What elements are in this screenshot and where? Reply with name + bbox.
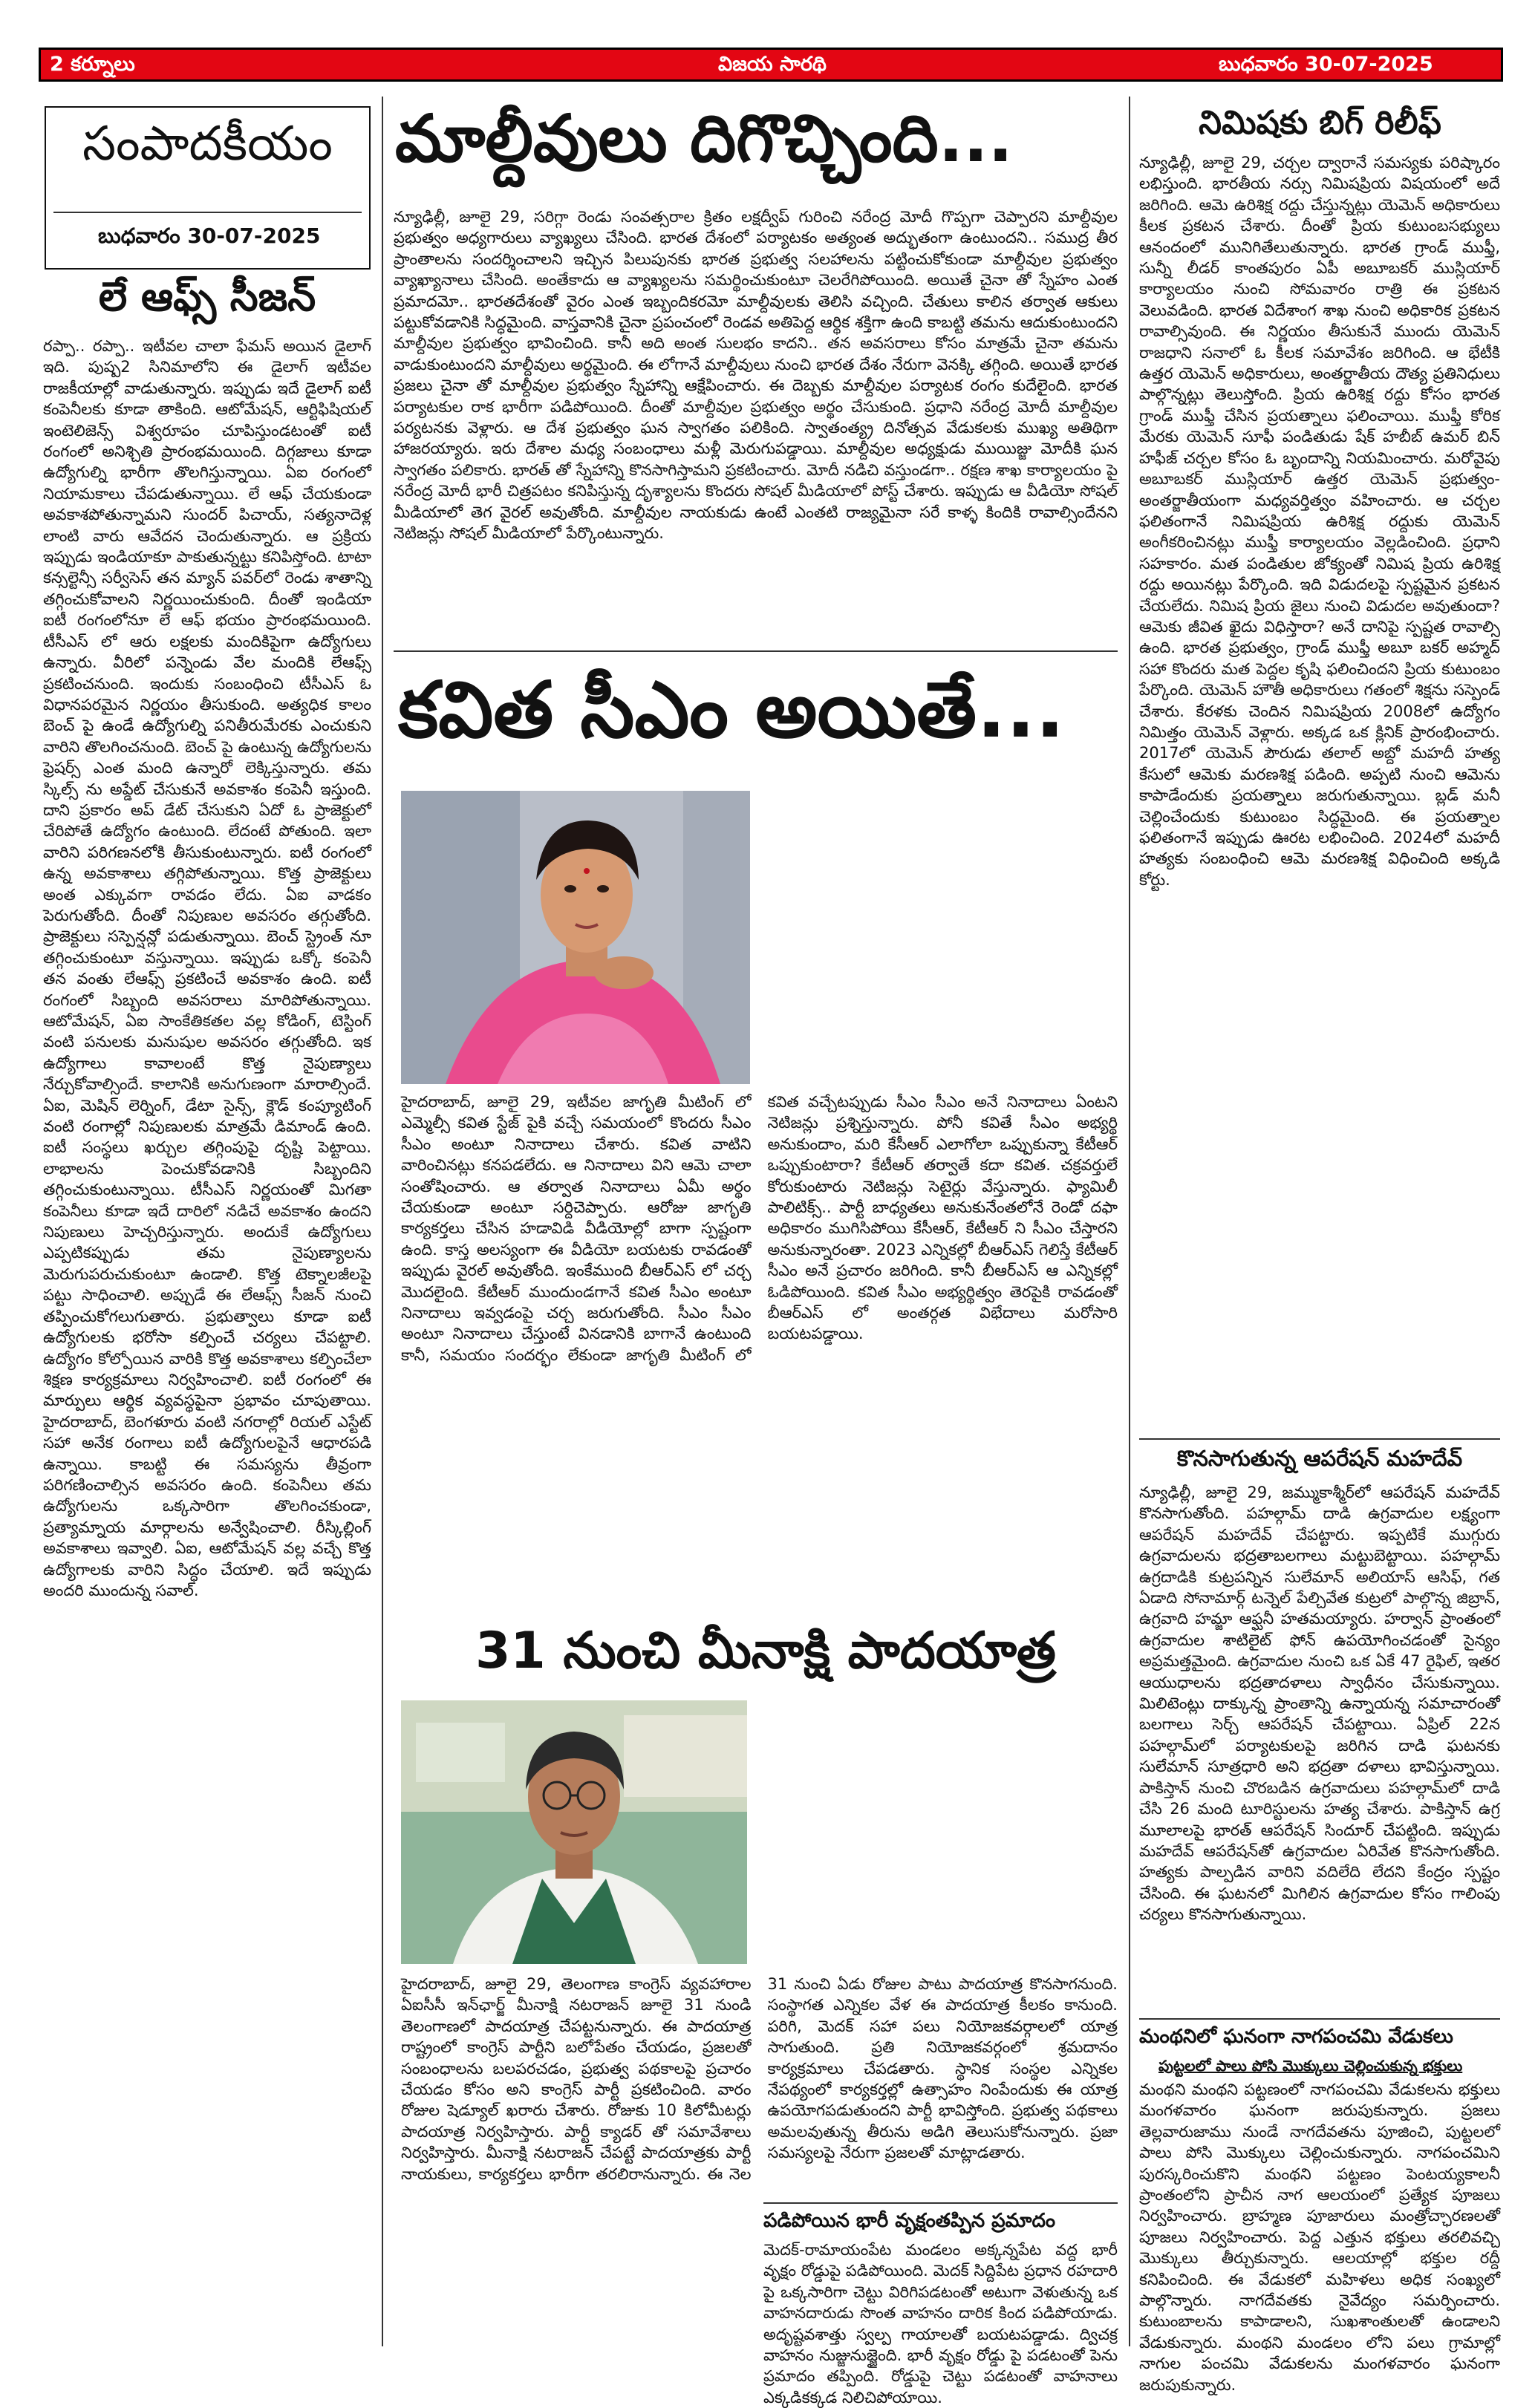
page-label: 2 కర్నూలు [50, 53, 135, 76]
editorial-headline: లే ఆఫ్స్ సీజన్ [98, 273, 316, 320]
kavitha-headline: కవిత సీఎం అయితే... [398, 665, 1065, 755]
masthead-bar [39, 48, 1503, 82]
editorial-box [45, 106, 371, 270]
nimisha-headline: నిమిషకు బిగ్ రిలీఫ్ [1199, 104, 1441, 142]
accident-body: మెదక్-రామాయంపేట మండలం అక్కన్నపేట వద్ద భారీ వృక్షం రోడ్డుపై పడిపోయింది. మెదక్ సిద్దిపేట ప్రధాన రహదారి పై ఒక్కసారిగా చెట్టు విరిగిపడటంతో అటుగా వెళుతున్న ఒక వాహనదారుడు సొంత వాహనం దారిక కింద పడిపోయాడు. అదృష్టవశాత్తు స్వల్ప గాయాలతో బయటపడ్డాడు. ద్విచక్ర వాహనం నుజ్జునుజ్జైంది. భారీ వృక్షం రోడ్డు పై పడటంతో పెను ప్రమాదం తప్పింది. రోడ్డుపై చెట్టు పడటంతో వాహనాలు ఎక్కడికక్కడ నిలిచిపోయాయి. [763, 2241, 1118, 2407]
editorial-date: బుధవారం 30-07-2025 [98, 223, 321, 248]
kavitha-photo [401, 791, 750, 1084]
column-divider-1 [382, 97, 383, 2346]
editorial-divider [53, 212, 362, 213]
mahadev-divider [1139, 2018, 1500, 2020]
accident-headline: పడిపోయిన భారీ వృక్షంతప్పిన ప్రమాదం [763, 2210, 1056, 2232]
maldives-body: న్యూఢిల్లీ, జూలై 29, సరిగ్గా రెండు సంవత్సరాల క్రితం లక్షద్వీప్ గురించి నరేంద్ర మోదీ గొప్పగా చెప్పారని మాల్దీవుల ప్రభుత్వం అధ్యగారులు వ్యాఖ్యలు చేసింది. భారత దేశంలో పర్యాటకం అత్యంత అద్భుతంగా ఉంటుందని.. సముద్ర తీర ప్రాంతాలను సందర్శించాలని ఇచ్చిన పిలుపునకు భారత ప్రభుత్వ సలహాలను పట్టించుకోకుండా మాల్దీవుల ప్రభుత్వం వ్యాఖ్యానాలు చేసింది. అంతేకాదు ఆ వ్యాఖ్యలను సమర్థించుకుంటూ చెలరేగిపోయింది. అయితే చైనా తో స్నేహం ఎంత ప్రమాదమో.. భారతదేశంతో వైరం ఎంత ఇబ్బందికరమో మాల్దీవులకు తెలిసి వచ్చింది. చేతులు కాలిన తర్వాత ఆకులు పట్టుకోవడానికి సిద్ధమైంది. వాస్తవానికి చైనా ప్రపంచంలో రెండవ అతిపెద్ద ఆర్థిక శక్తిగా ఉంది కాబట్టి తమను ఆదుకుంటుందని మాల్దీవుల ప్రభుత్వం భావించింది. కానీ అది అంత సులభం కాదని.. తన అవసరాలు కోసం మాత్రమే చైనా తమను వాడుకుంటుందని మాల్దీవులు అర్థమైంది. ఈ లోగానే మాల్దీవులు నుంచి భారత దేశం నేరుగా వెనక్కి తగ్గింది. అయితే భారత ప్రజలు చైనా తో మాల్దీవుల ప్రభుత్వం స్నేహాన్ని ఆక్షేపించారు. ఈ దెబ్బకు మాల్దీవుల పర్యాటక రంగం కుదేలైంది. భారత పర్యాటకుల రాక భారీగా పడిపోయింది. దీంతో మాల్దీవుల ప్రభుత్వం అర్థం చేసుకుంది. ప్రధాని నరేంద్ర మోదీ మాల్దీవుల పర్యటనకు వెళ్లారు. ఆ దేశ ప్రభుత్వం ఘన స్వాగతం పలికింది. స్వాతంత్య్ర దినోత్సవ వేడుకలకు ముఖ్య అతిథిగా హాజరయ్యారు. ఇరు దేశాల మధ్య సంబంధాలు మళ్లీ మెరుగుపడ్డాయి. మాల్దీవుల అధ్యక్షుడు ముయిజ్జు మోదీకి ఘన స్వాగతం పలికారు. భారత్ తో స్నేహాన్ని కొనసాగిస్తామని ప్రకటించారు. మోదీ నడిచి వస్తుండగా.. రక్షణ శాఖ కార్యాలయం పై నరేంద్ర మోదీ భారీ చిత్రపటం కనిపిస్తున్న దృశ్యాలను కొందరు సోషల్ మీడియాలో పోస్ట్ చేశారు. ఇప్పుడు ఆ వీడియో సోషల్ మీడియాలో తెగ వైరల్ అవుతోంది. మాల్దీవుల నాయకుడు ఉంటే ఎంతటి రాజ్యమైనా సరే కాళ్ళ కిందికి రావాల్సిందేనని నెటిజన్లు సోషల్ మీడియాలో పేర్కొంటున్నారు. [394, 208, 1118, 543]
meenakshi-headline: 31 నుంచి మీనాక్షి పాదయాత్ర [475, 1622, 1056, 1680]
nagapanchami-headline: మంథనిలో ఘనంగా నాగపంచమి వేడుకలు [1139, 2026, 1453, 2048]
accident-top-divider [763, 2202, 1118, 2204]
nagapanchami-subhead: పుట్టలలో పాలు పోసి మొక్కులు చెల్లించుకున్న భక్తులు [1158, 2057, 1463, 2075]
mahadev-headline: కొనసాగుతున్న ఆపరేషన్ మహదేవ్ [1176, 1446, 1463, 1471]
editorial-body: రప్పా.. రప్పా.. ఇటీవల చాలా ఫేమస్ అయిన డైలాగ్ ఇది. పుష్ప2 సినిమాలోని ఈ డైలాగ్ ఇటీవల రాజకీయాల్లో వాడుతున్నారు. ఇప్పుడు ఇదే డైలాగ్ ఐటీ కంపెనీలకు కూడా తాకింది. ఆటోమేషన్, ఆర్టిఫిషియల్ ఇంటెలిజెన్స్ విశ్వరూపం చూపిస్తుండటంతో ఐటీ రంగంలో అనిశ్చితి ప్రారంభమయింది. దిగ్గజాలు కూడా ఉద్యోగుల్ని భారీగా తొలగిస్తున్నాయి. ఏఐ రంగంలో నియామకాలు చేపడుతున్నాయి. లే ఆఫ్ చేయకుండా అవకాశపోతున్నామని సుందర్ పిచాయ్, సత్యనాదెళ్ల లాంటి వారు ఆవేదన చెందుతున్నారు. ఆ ప్రక్రియ ఇప్పుడు ఇండియాకూ పాకుతున్నట్టు కనిపిస్తోంది. టాటా కన్సల్టెన్సీ సర్వీసెస్ తన మ్యాన్ పవర్‌లో రెండు శాతాన్ని తగ్గించుకోవాలని నిర్ణయించుకుంది. దీంతో ఇండియా ఐటీ రంగంలోనూ లే ఆఫ్ భయం ప్రారంభమయింది. టీసీఎస్ లో ఆరు లక్షలకు మందికిపైగా ఉద్యోగులు ఉన్నారు. వీరిలో పన్నెండు వేల మందికి లేఆఫ్స్ ప్రకటించనుంది. ఇందుకు సంబంధించి టీసీఎస్ ఓ విధానపరమైన నిర్ణయం తీసుకుంది. అత్యధిక కాలం బెంచ్ పై ఉండే ఉద్యోగుల్ని పనితీరుమేరకు ఎంచుకుని వారిని తొలగించనుంది. బెంచ్ పై ఉంటున్న ఉద్యోగులను ఫ్రెషర్స్ ఎంత మంది ఉన్నారో లెక్కిస్తున్నారు. తమ స్కిల్స్ ను అప్డేట్ చేసుకునే అవకాశం కంపెనీ ఇస్తుంది. దాని ప్రకారం అప్ డేట్ చేసుకుని ఏదో ఓ ప్రాజెక్టులో చేరిపోతే ఉద్యోగం ఉంటుంది. లేదంటే పోతుంది. ఇలా వారిని పరిగణనలోకి తీసుకుంటున్నారు. ఐటీ రంగంలో ఉన్న అవకాశాలు తగ్గిపోతున్నాయి. కొత్త ప్రాజెక్టులు అంత ఎక్కువగా రావడం లేదు. ఏఐ వాడకం పెరుగుతోంది. దీంతో నిపుణుల అవసరం తగ్గుతోంది. ప్రాజెక్టులు సస్పెన్షన్లో పడుతున్నాయి. బెంచ్ స్ట్రెంత్ నూ తగ్గించుకుంటూ వస్తున్నాయి. ఇప్పుడు ఒక్కో కంపెనీ తన వంతు లేఆఫ్స్ ప్రకటించే అవకాశం ఉంది. ఐటీ రంగంలో సిబ్బంది అవసరాలు మారిపోతున్నాయి. ఆటోమేషన్, ఏఐ సాంకేతికతల వల్ల కోడింగ్, టెస్టింగ్ వంటి పనులకు మనుషుల అవసరం తగ్గుతోంది. ఇక ఉద్యోగాలు కావాలంటే కొత్త నైపుణ్యాలు నేర్చుకోవాల్సిందే. కాలానికి అనుగుణంగా మారాల్సిందే. ఏఐ, మెషిన్ లెర్నింగ్, డేటా సైన్స్, క్లౌడ్ కంప్యూటింగ్ వంటి రంగాల్లో నిపుణులకు మాత్రమే డిమాండ్ ఉంది. ఐటీ సంస్థలు ఖర్చుల తగ్గింపుపై దృష్టి పెట్టాయి. లాభాలను పెంచుకోవడానికి సిబ్బందిని తగ్గించుకుంటున్నాయి. టీసీఎస్ నిర్ణయంతో మిగతా కంపెనీలు కూడా ఇదే దారిలో నడిచే అవకాశం ఉందని నిపుణులు హెచ్చరిస్తున్నారు. అందుకే ఉద్యోగులు ఎప్పటికప్పుడు తమ నైపుణ్యాలను మెరుగుపరుచుకుంటూ ఉండాలి. కొత్త టెక్నాలజీలపై పట్టు సాధించాలి. అప్పుడే ఈ లేఆఫ్స్ సీజన్ నుంచి తప్పించుకోగలుగుతారు. ప్రభుత్వాలు కూడా ఐటీ ఉద్యోగులకు భరోసా కల్పించే చర్యలు చేపట్టాలి. ఉద్యోగం కోల్పోయిన వారికి కొత్త అవకాశాలు కల్పించేలా శిక్షణ కార్యక్రమాలు నిర్వహించాలి. ఐటీ రంగంలో ఈ మార్పులు ఆర్థిక వ్యవస్థపైనా ప్రభావం చూపుతాయి. హైదరాబాద్, బెంగళూరు వంటి నగరాల్లో రియల్ ఎస్టేట్ సహా అనేక రంగాలు ఐటీ ఉద్యోగులపైనే ఆధారపడి ఉన్నాయి. కాబట్టి ఈ సమస్యను తీవ్రంగా పరిగణించాల్సిన అవసరం ఉంది. కంపెనీలు తమ ఉద్యోగులను ఒక్కసారిగా తొలగించకుండా, ప్రత్యామ్నాయ మార్గాలను అన్వేషించాలి. రీస్కిల్లింగ్ అవకాశాలు ఇవ్వాలి. ఏఐ, ఆటోమేషన్ వల్ల వచ్చే కొత్త ఉద్యోగాలకు వారిని సిద్ధం చేయాలి. ఇదే ఇప్పుడు అందరి ముందున్న సవాల్. [43, 337, 371, 1599]
kavitha-top-divider [394, 650, 1118, 652]
editorial-title: సంపాదకీయం [82, 117, 333, 172]
masthead-date: బుధవారం 30-07-2025 [1219, 53, 1433, 76]
kavitha-body: హైదరాబాద్, జూలై 29, ఇటీవల జాగృతి మీటింగ్ లో ఎమ్మెల్సీ కవిత స్టేజ్ పైకి వచ్చే సమయంలో కొందరు సీఎం సీఎం అంటూ నినాదాలు చేశారు. కవిత వాటిని వారించినట్లు కనపడలేదు. ఆ నినాదాలు విని ఆమె చాలా సంతోషించారు. ఆ తర్వాత నినాదాలు ఏమీ అర్థం చేయకుండా అంటూ సర్దిచెప్పారు. ఆరోజు జాగృతి కార్యకర్తలు చేసిన హడావిడి వీడియోల్లో బాగా స్పష్టంగా ఉంది. కాస్త అలస్యంగా ఈ వీడియో బయటకు రావడంతో ఇప్పుడు వైరల్ అవుతోంది. ఇంకేముంది బీఆర్ఎస్ లో చర్చ మొదలైంది. కేటీఆర్ ముందుండగానే కవిత సీఎం అంటూ నినాదాలు ఇవ్వడంపై చర్చ జరుగుతోంది. సీఎం సీఎం అంటూ నినాదాలు చేస్తుంటే వినడానికి బాగానే ఉంటుంది కానీ, సమయం సందర్భం లేకుండా జాగృతి మీటింగ్ లో కవిత వచ్చేటప్పుడు సీఎం సీఎం అనే నినాదాలు ఏంటని నెటిజన్లు ప్రశ్నిస్తున్నారు. పోనీ కవితే సీఎం అభ్యర్థి అనుకుందాం, మరి కేసీఆర్ ఎలాగోలా ఒప్పుకున్నా కేటీఆర్ ఒప్పుకుంటారా? కేటీఆర్ తర్వాతే కదా కవిత. చక్రవర్తులే కోరుకుంటారు నెటిజన్లు సెటైర్లు వేస్తున్నారు. ఫ్యామిలీ పాలిటిక్స్.. పార్టీ బాధ్యతలు అనుకునేంతలోనే రెండో దఫా అధికారం ముగిసిపోయి కేసీఆర్, కేటీఆర్ ని సీఎం చేస్తారని అనుకున్నారంతా. 2023 ఎన్నికల్లో బీఆర్ఎస్ గెలిస్తే కేటీఆర్ సీఎం అనే ప్రచారం జరిగింది. కానీ బీఆర్ఎస్ ఆ ఎన్నికల్లో ఓడిపోయింది. కవిత సీఎం అభ్యర్థిత్వం తెరపైకి రావడంతో బీఆర్ఎస్ లో అంతర్గత విభేదాలు మరోసారి బయటపడ్డాయి. [401, 1093, 1118, 1364]
maldives-headline: మాల్దీవులు దిగొచ్చింది... [395, 100, 1013, 177]
nimisha-body: న్యూఢిల్లీ, జూలై 29, చర్చల ద్వారానే సమస్యకు పరిష్కారం లభిస్తుంది. భారతీయ నర్సు నిమిషప్రియ విషయంలో అదే జరిగింది. ఆమె ఉరిశిక్ష రద్దు చేస్తున్నట్లు యెమెన్ అధికారులు కీలక ప్రకటన చేశారు. దీంతో ప్రియ కుటుంబసభ్యులు ఆనందంలో మునిగితేలుతున్నారు. భారత గ్రాండ్ ముఫ్తీ, సున్నీ లీడర్ కాంతపురం ఏపీ అబూబకర్ ముస్లియార్ కార్యాలయం నుంచి సోమవారం రాత్రి ఈ ప్రకటన వెలువడింది. భారత విదేశాంగ శాఖ నుంచి అధికారిక ప్రకటన రావాల్సివుంది. ఈ నిర్ణయం తీసుకునే ముందు యెమెన్ రాజధాని సనాలో ఓ కీలక సమావేశం జరిగింది. ఆ భేటీకి ఉత్తర యెమెన్ అధికారులు, అంతర్జాతీయ దౌత్య ప్రతినిధులు పాల్గొన్నట్లు తెలుస్తోంది. ప్రియ ఉరిశిక్ష రద్దు కోసం భారత గ్రాండ్ ముఫ్తీ చేసిన ప్రయత్నాలు ఫలించాయి. ముఫ్తీ కోరిక మేరకు యెమెన్ సూఫీ పండితుడు షేక్ హబీబ్ ఉమర్ బిన్ హఫీజ్ చర్చల కోసం ఓ బృందాన్ని నియమించారు. మరోవైపు అబూబకర్ ముస్లియార్ ఉత్తర యెమెన్ ప్రభుత్వం-అంతర్జాతీయంగా మధ్యవర్తిత్వం వహించారు. ఆ చర్చల ఫలితంగానే నిమిషప్రియ ఉరిశిక్ష రద్దుకు యెమెన్ అంగీకరించినట్లు ముఫ్తీ కార్యాలయం వెల్లడించింది. ప్రధాని సహకారం. మత పండితుల జోక్యంతో నిమిష ప్రియ ఉరిశిక్ష రద్దు అయినట్లు పేర్కొంది. ఇది విడుదలపై స్పష్టమైన ప్రకటన చేయలేదు. నిమిష ప్రియ జైలు నుంచి విడుదల అవుతుందా? ఆమెకు జీవిత ఖైదు విధిస్తారా? అనే దానిపై స్పష్టత రావాల్సి ఉంది. భారత ప్రభుత్వం, గ్రాండ్ ముఫ్తీ అబూ బకర్ అహ్మద్ సహా కొందరు మత పెద్దల కృషి ఫలించిందని ప్రియ కుటుంబం పేర్కొంది. యెమెన్ హౌతీ అధికారులు గతంలో శిక్షను సస్పెండ్ చేశారు. కేరళకు చెందిన నిమిషప్రియ 2008లో ఉద్యోగం నిమిత్తం యెమెన్ వెళ్లారు. అక్కడ ఒక క్లినిక్ ప్రారంభించారు. 2017లో యెమెన్ పౌరుడు తలాల్ అబ్దో మహదీ హత్య కేసులో ఆమెకు మరణశిక్ష పడింది. అప్పటి నుంచి ఆమెను కాపాడేందుకు ప్రయత్నాలు జరుగుతున్నాయి. బ్లడ్ మనీ చెల్లించేందుకు కుటుంబం సిద్ధమైంది. ఈ ప్రయత్నాల ఫలితంగానే ఇప్పుడు ఊరట లభించింది. 2024లో మహదీ హత్యకు సంబంధించి ఆమె మరణశిక్ష విధించింది అక్కడి కోర్టు. [1139, 154, 1500, 889]
newspaper-name: విజయ సారథి [718, 53, 827, 76]
nimisha-divider [1139, 1438, 1500, 1440]
column-divider-2 [1129, 97, 1130, 2346]
nagapanchami-body: మంథని మంథని పట్టణంలో నాగపంచమి వేడుకలను భక్తులు మంగళవారం ఘనంగా జరుపుకున్నారు. ప్రజలు తెల్లవారుజాము నుండే నాగదేవతను పూజించి, పుట్టలలో పాలు పోసి మొక్కులు చెల్లించుకున్నారు. నాగపంచమిని పురస్కరించుకొని మంథని పట్టణం పెంటయ్యకాలనీ ప్రాంతంలోని ప్రాచీన నాగ ఆలయంలో ప్రత్యేక పూజలు నిర్వహించారు. బ్రాహ్మణ పూజారులు మంత్రోచ్ఛారణలతో పూజలు నిర్వహించారు. పెద్ద ఎత్తున భక్తులు తరలివచ్చి మొక్కులు తీర్చుకున్నారు. ఆలయాల్లో భక్తుల రద్దీ కనిపించింది. ఈ వేడుకలో మహిళలు అధిక సంఖ్యలో పాల్గొన్నారు. నాగదేవతకు నైవేద్యం సమర్పించారు. కుటుంబాలను కాపాడాలని, సుఖశాంతులతో ఉండాలని వేడుకున్నారు. మంథని మండలం లోని పలు గ్రామాల్లో నాగుల పంచమి వేడుకలను మంగళవారం ఘనంగా జరుపుకున్నారు. [1139, 2081, 1500, 2394]
meenakshi-body: హైదరాబాద్, జూలై 29, తెలంగాణ కాంగ్రెస్ వ్యవహారాల ఏఐసీసీ ఇన్‌ఛార్జ్ మీనాక్షి నటరాజన్ జూలై 31 నుండి తెలంగాణలో పాదయాత్ర చేపట్టనున్నారు. ఈ పాదయాత్ర రాష్ట్రంలో కాంగ్రెస్ పార్టీని బలోపేతం చేయడం, ప్రజలతో సంబంధాలను బలపరచడం, ప్రభుత్వ పథకాలపై ప్రచారం చేయడం కోసం అని కాంగ్రెస్ పార్టీ ప్రకటించింది. వారం రోజుల షెడ్యూల్ ఖరారు చేశారు. రోజుకు 10 కిలోమీటర్లు పాదయాత్ర నిర్వహిస్తారు. పార్టీ క్యాడర్ తో సమావేశాలు నిర్వహిస్తారు. మీనాక్షి నటరాజన్ చేపట్టే పాదయాత్రకు పార్టీ నాయకులు, కార్యకర్తలు భారీగా తరలిరానున్నారు. ఈ నెల 31 నుంచి ఏడు రోజుల పాటు పాదయాత్ర కొనసాగనుంది. సంస్థాగత ఎన్నికల వేళ ఈ పాదయాత్ర కీలకం కానుంది. పరిగి, మెదక్ సహా పలు నియోజకవర్గాలలో యాత్ర సాగుతుంది. ప్రతి నియోజకవర్గంలో శ్రమదానం కార్యక్రమాలు చేపడతారు. స్థానిక సంస్థల ఎన్నికల నేపథ్యంలో కార్యకర్తల్లో ఉత్సాహం నింపేందుకు ఈ యాత్ర ఉపయోగపడుతుందని పార్టీ భావిస్తోంది. ప్రభుత్వ పథకాలు అమలవుతున్న తీరును అడిగి తెలుసుకోనున్నారు. ప్రజా సమస్యలపై నేరుగా ప్రజలతో మాట్లాడతారు. [401, 1975, 1118, 2183]
meenakshi-photo [401, 1700, 747, 1964]
mahadev-body: న్యూఢిల్లీ, జూలై 29, జమ్ముకాశ్మీర్‌లో ఆపరేషన్ మహదేవ్ కొనసాగుతోంది. పహల్గామ్ దాడి ఉగ్రవాదుల లక్ష్యంగా ఆపరేషన్ మహదేవ్ చేపట్టారు. ఇప్పటికే ముగ్గురు ఉగ్రవాదులను భద్రతాబలగాలు మట్టుబెట్టాయి. పహల్గామ్ ఉగ్రదాడికి కుట్రపన్నిన సులేమాన్ అలియాస్ ఆసిఫ్, గత ఏడాది సోనామార్గ్ టన్నెల్ పేల్చివేత కుట్రలో పాల్గొన్న జిబ్రాన్, ఉగ్రవాది హమ్జా ఆఫ్ఘనీ హతమయ్యారు. హర్వాన్ ప్రాంతంలో ఉగ్రవాదుల శాటిలైట్ ఫోన్ ఉపయోగించడంతో సైన్యం అప్రమత్తమైంది. ఉగ్రవాదుల నుంచి ఒక ఏకే 47 రైఫిల్, ఇతర ఆయుధాలను భద్రతాదళాలు స్వాధీనం చేసుకున్నాయి. మిలిటెంట్లు దాక్కున్న ప్రాంతాన్ని ఉన్నాయన్న సమాచారంతో బలగాలు సెర్చ్ ఆపరేషన్ చేపట్టాయి. ఏప్రిల్ 22న పహల్గామ్‌లో పర్యాటకులపై జరిగిన దాడి ఘటనకు సులేమాన్ సూత్రధారి అని భద్రతా దళాలు భావిస్తున్నాయి. పాకిస్తాన్ నుంచి చొరబడిన ఉగ్రవాదులు పహల్గామ్‌లో దాడి చేసి 26 మంది టూరిస్టులను హత్య చేశారు. పాకిస్తాన్ ఉగ్ర మూలాలపై భారత్ ఆపరేషన్ సిందూర్ చేపట్టింది. ఇప్పుడు మహదేవ్ ఆపరేషన్‌తో ఉగ్రవాదుల ఏరివేత కొనసాగుతోంది. హత్యకు పాల్పడిన వారిని వదిలేది లేదని కేంద్రం స్పష్టం చేసింది. ఈ ఘటనలో మిగిలిన ఉగ్రవాదుల కోసం గాలింపు చర్యలు కొనసాగుతున్నాయి. [1139, 1484, 1500, 1924]
